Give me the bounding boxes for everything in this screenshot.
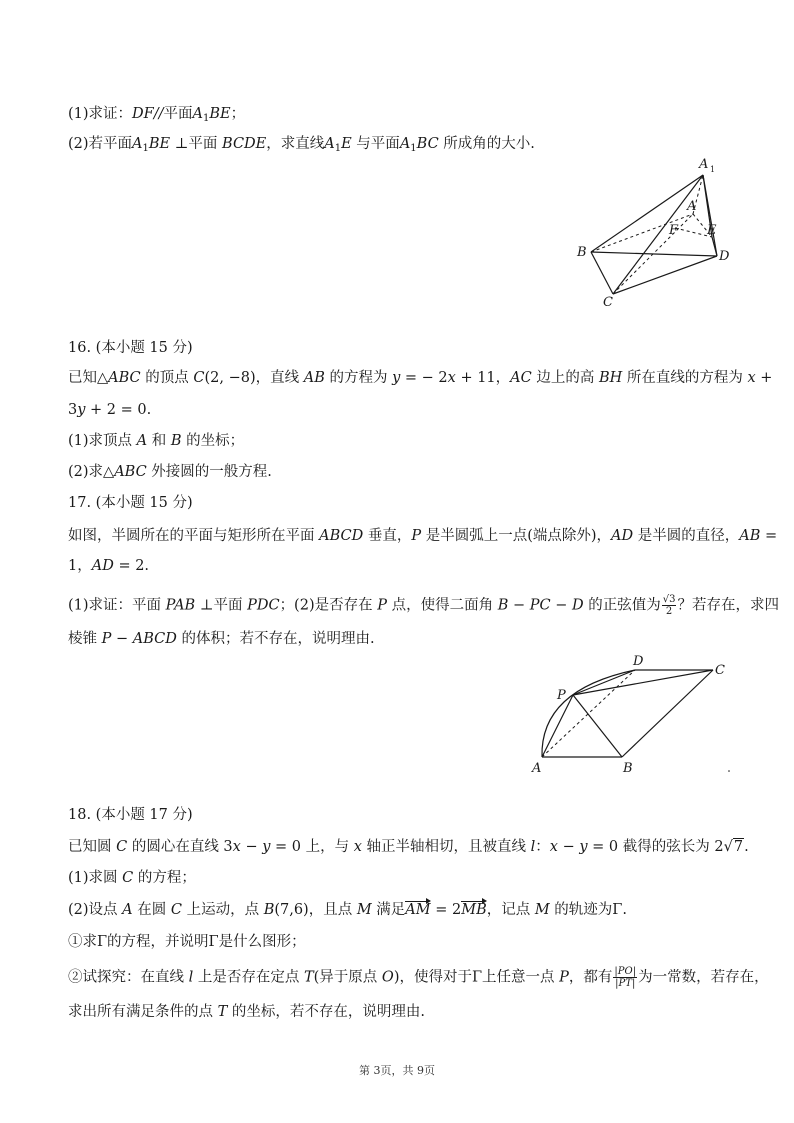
label-A: A (687, 199, 697, 214)
q16-line1: 已知△ABC 的顶点 C(2, −8)，直线 AB 的方程为 y = − 2x + 11，AC 边上的高 BH 所在直线的方程为 x + (68, 370, 773, 386)
q17-line3: (1)求证：平面 PAB ⊥平面 PDC；(2)是否存在 P 点，使得二面角 B − PC − D 的正弦值为 $\frac{√3}{2}$ ？若存在，求四 (68, 594, 779, 617)
q18-sub1: ①求Γ的方程，并说明Γ是什么图形； (68, 934, 306, 950)
page-footer: 第 3页，共 9页 (359, 1064, 435, 1077)
label-F: F (669, 223, 679, 238)
label-C: C (603, 295, 613, 310)
label-A: A (532, 761, 542, 776)
q15-part1: (1)求证：DF//平面$A_1BE$； (68, 106, 246, 124)
q18-line1: 已知圆 C 的圆心在直线 3x − y = 0 上，与 x 轴正半轴相切，且被直线 l：x − y = 0 截得的弦长为 2√7. (68, 839, 749, 855)
q15-part2: (2)若平面$A_1BE$ ⊥平面 BCDE，求直线$A_1E$ 与平面$A_1BC$ 所成角的大小. (68, 136, 535, 154)
fraction-sqrt3-over-2: $\frac{√3}{2}$ (662, 594, 676, 617)
q18-sub3: 求出所有满足条件的点 T 的坐标，若不存在，说明理由. (68, 1004, 425, 1020)
fraction-PO-over-PT: $\frac{|PO|}{|PT|}$ (614, 966, 637, 989)
q17-line4: 棱锥 P − ABCD 的体积；若不存在，说明理由. (68, 631, 375, 647)
q18-part1: (1)求圆 C 的方程； (68, 870, 196, 886)
figure-semicircle-pyramid (520, 650, 750, 780)
q16-line2: 3y + 2 = 0. (68, 402, 152, 418)
q17-line1: 如图，半圆所在的平面与矩形所在平面 ABCD 垂直，P 是半圆弧上一点(端点除外)，AD 是半圆的直径，AB = (68, 528, 778, 544)
label-D: D (633, 654, 644, 669)
label-E: E (707, 223, 717, 238)
label-B: B (623, 761, 633, 776)
q16-header: 16. (本小题 15 分) (68, 340, 193, 356)
q18-header: 18. (本小题 17 分) (68, 807, 193, 823)
label-D: D (719, 249, 730, 264)
label-A1-sub: 1 (710, 165, 716, 174)
label-P: P (557, 688, 566, 703)
q16-part2: (2)求△ABC 外接圆的一般方程. (68, 464, 272, 480)
q16-part1: (1)求顶点 A 和 B 的坐标； (68, 433, 245, 449)
figure-pyramid (565, 150, 740, 310)
label-C: C (715, 663, 725, 678)
label-A1: A (699, 157, 709, 172)
q17-header: 17. (本小题 15 分) (68, 495, 193, 511)
q18-part2: (2)设点 A 在圆 C 上运动，点 B(7,6)，且点 M 满足AM = 2MB，记点 M 的轨迹为Γ. (68, 902, 627, 918)
q17-line2: 1，AD = 2. (68, 558, 150, 574)
q18-sub2: ②试探究：在直线 l 上是否存在定点 T(异于原点 O)，使得对于Γ上任意一点 P，都有 $\frac{|PO|}{|PT|}$ 为一常数，若存在， (68, 966, 769, 989)
label-B: B (577, 245, 587, 260)
